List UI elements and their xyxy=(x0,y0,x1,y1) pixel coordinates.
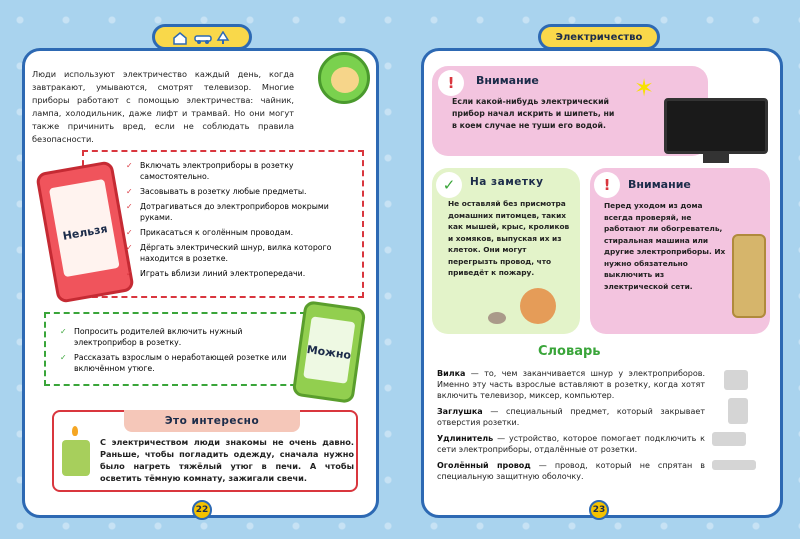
house-icon xyxy=(172,30,188,44)
dictionary-title: Словарь xyxy=(538,344,601,359)
dictionary-entry: Удлинитель — устройство, которое помогает подключить к сети электроприборы, отдалённые от розетки. xyxy=(437,434,705,454)
intro-paragraph: Люди используют электричество каждый день, когда завтракают, умываются, смотрят телевизор. Многие приборы работают с помощью электричества: чайник, лампа, холодильник, даже лифт и трамвай. Но они могут также причинить вред, если не соблюдать правила безопасности. xyxy=(32,69,294,144)
list-item: ✓ Включать электроприборы в розетку самостоятельно. xyxy=(126,161,294,181)
list-item: ✓ Рассказать взрослым о неработающей розетке или включённом утюге. xyxy=(60,353,287,373)
tv-monitor-illustration xyxy=(664,98,768,154)
allowed-label: Можно xyxy=(306,342,352,362)
robot-mascot-illustration xyxy=(318,52,370,104)
left-header-pill xyxy=(152,24,252,50)
plug-icon xyxy=(724,370,748,390)
list-item: ✓ Дёргать электрический шнур, вилка которого находится в розетке. xyxy=(126,243,332,263)
attention-text: Если какой-нибудь электрический прибор начал искрить и шипеть, ни в коем случае не туши его водой. xyxy=(452,97,615,130)
exclamation-icon: ! xyxy=(594,172,620,198)
attention-title: Внимание xyxy=(628,178,691,191)
attention-text: Перед уходом из дома всегда проверяй, не работают ли обогреватель, стиральная машина или другие электроприборы. Их нужно обязательно выключить из электрической сети. xyxy=(604,201,726,291)
mouse-illustration xyxy=(488,312,506,324)
outlet-cover-icon xyxy=(728,398,748,424)
tree-icon xyxy=(216,30,232,44)
list-item: ✓ Прикасаться к оголённым проводам. xyxy=(126,228,294,237)
right-header-title: Электричество xyxy=(538,24,660,50)
allowed-list xyxy=(60,326,294,378)
list-item: ✓ Засовывать в розетку любые предметы. xyxy=(126,187,307,196)
dictionary-entry: Заглушка — специальный предмет, который закрывает отверстия розетки. xyxy=(437,407,705,427)
exclamation-icon: ! xyxy=(438,70,464,96)
list-item: ✓ Играть вблизи линий электропередачи. xyxy=(126,269,306,278)
bare-wire-icon xyxy=(712,460,756,470)
heater-illustration xyxy=(732,234,766,318)
page-number-right: 23 xyxy=(589,500,609,520)
dictionary-list xyxy=(437,368,705,487)
interesting-fact-box xyxy=(52,410,358,492)
note-title: На заметку xyxy=(470,176,544,188)
candle-icon xyxy=(62,440,90,476)
allowed-phone xyxy=(292,300,367,404)
interesting-fact-text: С электричеством люди знакомы не очень давно. Раньше, чтобы погладить одежду, сначала нужно было нагреть тяжёлый утюг в печи. А чтобы осветить тёмную комнату, зажигали свечи. xyxy=(100,437,354,483)
dictionary-entry: Оголённый провод — провод, который не спрятан в специальную защитную оболочку. xyxy=(437,461,706,481)
forbidden-list xyxy=(126,160,354,283)
car-icon xyxy=(194,30,210,44)
checkmark-icon: ✓ xyxy=(436,172,462,198)
list-item: ✓ Попросить родителей включить нужный электроприбор в розетку. xyxy=(60,327,243,347)
forbidden-label: Нельзя xyxy=(61,221,109,243)
hamster-illustration xyxy=(520,288,556,324)
spark-icon: ✶ xyxy=(634,74,655,102)
list-item: ✓ Дотрагиваться до электроприборов мокрыми руками. xyxy=(126,202,329,222)
interesting-fact-title: Это интересно xyxy=(124,410,300,432)
note-text: Не оставляй без присмотра домашних питомцев, таких как мышей, крыс, кроликов и хомяков, выпуская их из клеток. Они могут перегрызть провод, что приведёт к пожару. xyxy=(448,199,570,277)
page-number-left: 22 xyxy=(192,500,212,520)
dictionary-entry: Вилка — то, чем заканчивается шнур у электроприборов. Именно эту часть взрослые вставляют в розетку, когда хотят включить телевизор, миксер, компьютер. xyxy=(437,369,705,400)
note-card xyxy=(432,168,580,334)
attention-title: Внимание xyxy=(476,74,539,87)
extension-cord-icon xyxy=(712,432,746,446)
